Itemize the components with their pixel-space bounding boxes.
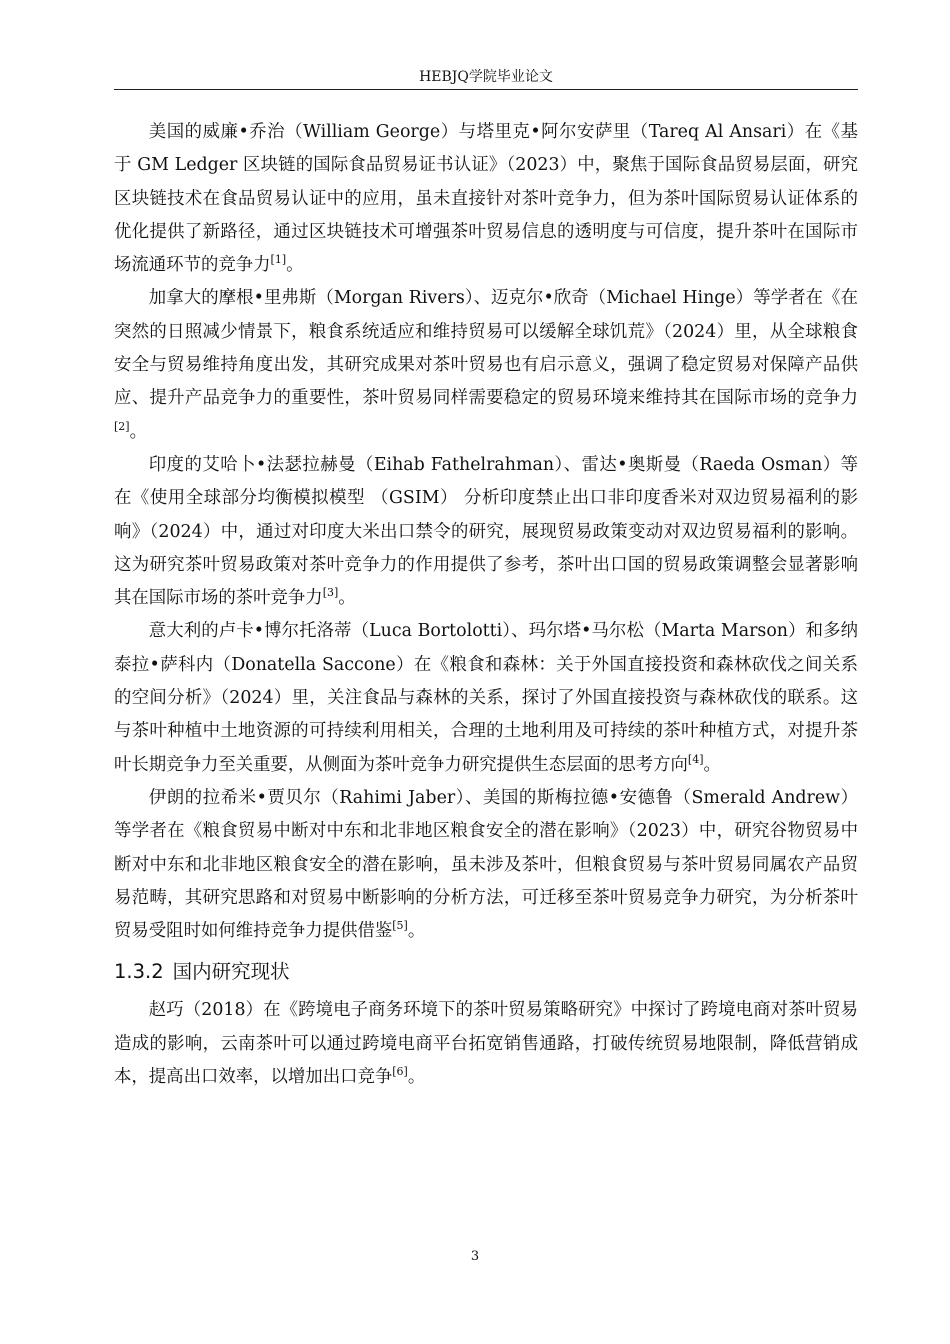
citation-ref[interactable]: [6] (392, 1065, 408, 1079)
paragraph-intl-4: 意大利的卢卡•博尔托洛蒂（Luca Bortolotti）、玛尔塔•马尔松（Marta Marson）和多纳泰拉•萨科内（Donatella Saccone）在《粮食和森林：关于外国直接投资和森林砍伐之间关系的空间分析》（2024）里，关注食品与森林的关系，探讨了外国直接投资与森林砍伐的联系。这与茶叶种植中土地资源的可持续利用相关，合理的土地利用及可持续的茶叶种植方式，对提升茶叶长期竞争力至关重要，从侧面为茶叶竞争力研究提供生态层面的思考方向[4]。 (114, 621, 858, 775)
citation-ref[interactable]: [5] (392, 919, 408, 933)
page-header: HEBJQ学院毕业论文 (419, 69, 553, 85)
section-number: 1.3.2 (114, 960, 164, 984)
paragraph-intl-3: 印度的艾哈卜•法瑟拉赫曼（Eihab Fathelrahman）、雷达•奥斯曼（Raeda Osman）等在《使用全球部分均衡模拟模型 （GSIM） 分析印度禁止出口非印度香米对双边贸易福利的影响》（2024）中，通过对印度大米出口禁令的研究，展现贸易政策变动对双边贸易福利的影响。这为研究茶叶贸易政策对茶叶竞争力的作用提供了参考，茶叶出口国的贸易政策调整会显著影响其在国际市场的茶叶竞争力[3]。 (114, 454, 858, 609)
paragraph-domestic-1: 赵巧（2018）在《跨境电子商务环境下的茶叶贸易策略研究》中探讨了跨境电商对茶叶贸易造成的影响，云南茶叶可以通过跨境电商平台拓宽销售通路，打破传统贸易地限制，降低营销成本，提高出口效率，以增加出口竞争[6]。 (114, 1000, 858, 1088)
page-number: 3 (470, 1249, 480, 1264)
citation-ref[interactable]: [1] (270, 253, 287, 267)
section-title: 国内研究现状 (172, 960, 290, 984)
header-divider (114, 89, 858, 90)
citation-ref[interactable]: [3] (322, 586, 339, 600)
citation-ref[interactable]: [4] (687, 752, 704, 766)
paragraph-intl-5: 伊朗的拉希米•贾贝尔（Rahimi Jaber）、美国的斯梅拉德•安德鲁（Smerald Andrew）等学者在《粮食贸易中断对中东和北非地区粮食安全的潜在影响》（2023）中，研究谷物贸易中断对中东和北非地区粮食安全的潜在影响，虽未涉及茶叶，但粮食贸易与茶叶贸易同属农产品贸易范畴，其研究思路和对贸易中断影响的分析方法，可迁移至茶叶贸易竞争力研究，为分析茶叶贸易受阻时如何维持竞争力提供借鉴[5]。 (114, 787, 858, 942)
section-heading (114, 955, 858, 989)
citation-ref[interactable]: [2] (114, 419, 130, 433)
document-body (114, 116, 858, 1094)
paragraph-intl-1: 美国的威廉•乔治（William George）与塔里克•阿尔安萨里（Tareq Al Ansari）在《基于 GM Ledger 区块链的国际食品贸易证书认证》（2023）中，聚焦于国际食品贸易层面，研究区块链技术在食品贸易认证中的应用，虽未直接针对茶叶竞争力，但为茶叶国际贸易认证体系的优化提供了新路径，通过区块链技术可增强茶叶贸易信息的透明度与可信度，提升茶叶在国际市场流通环节的竞争力[1]。 (114, 122, 858, 276)
paragraph-intl-2: 加拿大的摩根•里弗斯（Morgan Rivers）、迈克尔•欣奇（Michael Hinge）等学者在《在突然的日照减少情景下，粮食系统适应和维持贸易可以缓解全球饥荒》（2024）里，从全球粮食安全与贸易维持角度出发，其研究成果对茶叶贸易也有启示意义，强调了稳定贸易对保障产品供应、提升产品竞争力的重要性，茶叶贸易同样需要稳定的贸易环境来维持其在国际市场的竞争力[2]。 (114, 288, 858, 442)
